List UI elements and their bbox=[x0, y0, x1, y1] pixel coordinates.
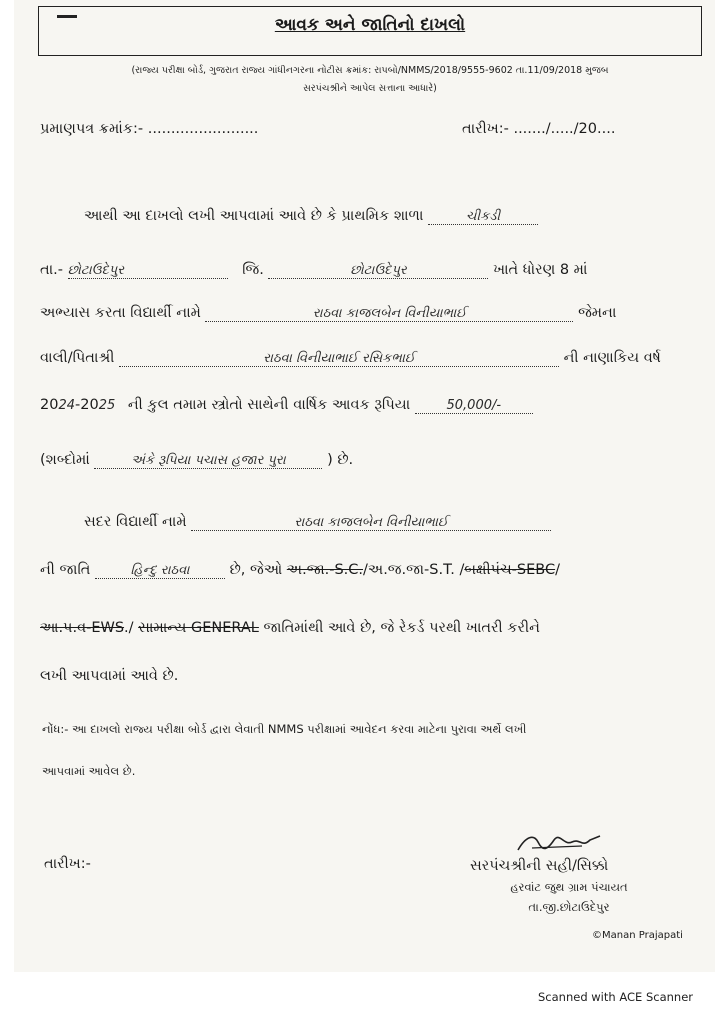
year-end: 25 bbox=[98, 398, 116, 413]
fin-year-text: ની નાણાકિય વર્ષ bbox=[563, 350, 661, 366]
watermark: ©Manan Prajapati bbox=[592, 930, 683, 941]
guardian-label: વાલી/પિતાશ્રી bbox=[40, 350, 115, 366]
title-box bbox=[38, 6, 702, 56]
student-name: રાઠવા કાજલબેન વિનીયાભાઈ bbox=[205, 306, 573, 322]
guardian-name: રાઠવા વિનીયાભાઈ રસિકભાઈ bbox=[119, 351, 559, 367]
certificate-no-label: પ્રમાણપત્ર ક્રમાંક:- bbox=[40, 121, 144, 137]
reference-line-2: સરપંચશ્રીને આપેલ સત્તાના આધારે) bbox=[303, 83, 437, 94]
district-label: જિ. bbox=[242, 262, 264, 278]
caste-mid: છે, જેઓ bbox=[229, 562, 283, 578]
taluka-value: છોટાઉદેપુર bbox=[68, 263, 228, 279]
body-line-3 bbox=[40, 305, 616, 322]
district-value: છોટાઉદેપુર bbox=[268, 263, 488, 279]
category-sc: અ.જા.-S.C. bbox=[286, 562, 364, 578]
certificate-no-dots: ........................ bbox=[147, 121, 259, 137]
taluka-label: તા.- bbox=[40, 262, 64, 278]
reference-line-1: (રાજ્ય પરીક્ષા બોર્ડ, ગુજરાત રાજ્ય ગાંધીનગરના નોટીસ ક્રમાંક: રાપબો/NMMS/2018/9555-9602 તા.11/09/2018 મુજબ bbox=[131, 65, 609, 76]
category-ews: આ.પ.વ-EWS bbox=[40, 620, 125, 636]
date-dots: ......./...../20.... bbox=[513, 121, 616, 137]
school-name: ચીકડી bbox=[428, 209, 538, 225]
body-line-9 bbox=[40, 620, 540, 636]
line1-text: આથી આ દાખલો લખી આપવામાં આવે છે કે પ્રાથમિક શાળા bbox=[84, 208, 424, 224]
income-text: ની કુલ તમામ સ્ત્રોતો સાથેની વાર્ષિક આવક રૂપિયા bbox=[127, 397, 411, 413]
body-line-1 bbox=[84, 208, 538, 225]
signatory: સરપંચશ્રીની સહી/સિક્કો bbox=[470, 858, 609, 874]
body-line-4 bbox=[40, 350, 661, 367]
note-line-2: આપવામાં આવેલ છે. bbox=[42, 764, 136, 778]
student-label: અભ્યાસ કરતા વિદ્યાર્થી નામે bbox=[40, 305, 201, 321]
income-amount: 50,000/- bbox=[415, 398, 533, 414]
words-end: ) છે. bbox=[327, 452, 354, 468]
date-row bbox=[462, 121, 615, 137]
body-line-8 bbox=[40, 562, 560, 579]
year-prefix: 20 bbox=[40, 397, 59, 413]
scanner-footer: Scanned with ACE Scanner bbox=[538, 990, 693, 1004]
body-line-7 bbox=[84, 514, 551, 531]
category-sebc: બક્ષીપંચ-SEBC bbox=[464, 562, 556, 578]
student-name-2: રાઠવા કાજલબેન વિનીયાભાઈ bbox=[191, 515, 551, 531]
caste-label: ની જાતિ bbox=[40, 562, 91, 578]
student-label-2: સદર વિદ્યાર્થી નામે bbox=[84, 514, 187, 530]
date-label: તારીખ:- bbox=[462, 121, 509, 137]
document-title: આવક અને જાતિનો દાખલો bbox=[274, 15, 466, 35]
body-line-6 bbox=[40, 452, 353, 469]
category-slash-2: ./ bbox=[124, 620, 134, 636]
stamp-line-1: હરવાંટ જુથ ગ્રામ પંચાયત bbox=[510, 880, 628, 894]
stamp-line-2: તા.જી.છોટાઉદેપુર bbox=[528, 900, 610, 914]
signature-mark bbox=[512, 828, 604, 858]
category-st: /અ.જ.જા-S.T. / bbox=[363, 562, 465, 578]
caste-end: જાતિમાંથી આવે છે, જે રેકર્ડ પરથી ખાતરી કરીને bbox=[263, 620, 540, 636]
body-line-5 bbox=[40, 397, 533, 414]
std-text: ખાતે ધોરણ 8 માં bbox=[493, 262, 588, 278]
words-value: અંકે રૂપિયા પચાસ હજાર પુરા bbox=[94, 453, 322, 469]
document-page bbox=[14, 0, 715, 972]
bottom-date-label: તારીખ:- bbox=[44, 856, 91, 872]
year-start: 24 bbox=[58, 398, 75, 413]
caste-value: હિન્દુ રાઠવા bbox=[95, 563, 225, 579]
year-sep: -20 bbox=[75, 397, 99, 413]
body-line-2 bbox=[40, 262, 587, 279]
category-slash: / bbox=[555, 562, 560, 578]
words-label: (શબ્દોમાં bbox=[40, 452, 90, 468]
whose-text: જેમના bbox=[578, 305, 617, 321]
note-line-1: નોંધ:- આ દાખલો રાજ્ય પરીક્ષા બોર્ડ દ્વારા લેવાતી NMMS પરીક્ષામાં આવેદન કરવા માટેના પુરાવા અર્થે લખી bbox=[42, 722, 527, 736]
category-general: સામાન્ય GENERAL bbox=[138, 620, 259, 636]
certificate-no-row bbox=[40, 121, 258, 137]
closing-line: લખી આપવામાં આવે છે. bbox=[40, 668, 179, 684]
